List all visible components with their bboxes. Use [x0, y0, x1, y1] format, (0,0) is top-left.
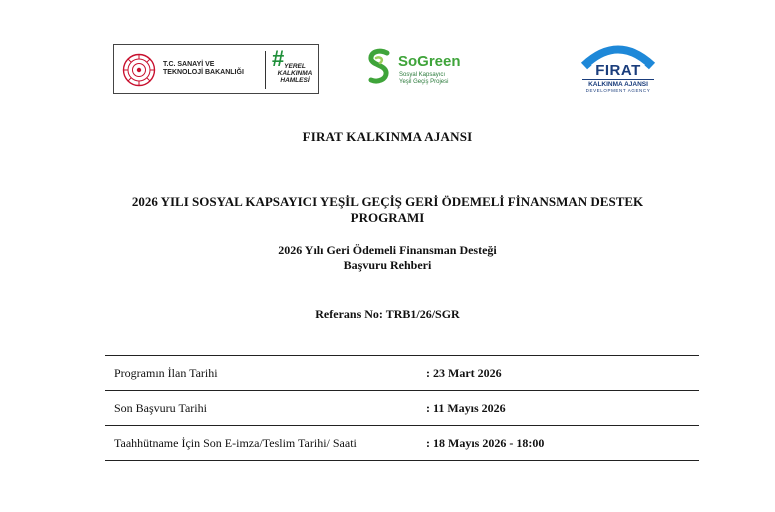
- document-subtitle: [0, 243, 775, 273]
- date-value: : 23 Mart 2026: [426, 356, 699, 391]
- date-label: Taahhütname İçin Son E-imza/Teslim Tarihi/ Saati: [105, 426, 426, 461]
- sogreen-title: SoGreen: [398, 53, 461, 70]
- firat-name: FIRAT: [595, 62, 641, 79]
- sogreen-subtitle: Sosyal Kapsayıcı Yeşil Geçiş Projesi: [399, 72, 449, 85]
- program-title-line2: PROGRAMI: [350, 210, 425, 225]
- subtitle-line2: Başvuru Rehberi: [343, 258, 432, 272]
- ministry-name: T.C. SANAYİ VE TEKNOLOJİ BAKANLIĞI: [163, 61, 244, 76]
- date-label: Son Başvuru Tarihi: [105, 391, 426, 426]
- date-value: : 11 Mayıs 2026: [426, 391, 699, 426]
- table-row: [105, 391, 699, 426]
- firat-logo: [578, 42, 658, 98]
- date-value: : 18 Mayıs 2026 - 18:00: [426, 426, 699, 461]
- program-title: [0, 194, 775, 226]
- dates-table: [105, 355, 699, 461]
- ministry-seal-icon: [122, 53, 156, 87]
- reference-number: Referans No: TRB1/26/SGR: [315, 307, 460, 321]
- sogreen-logo: [365, 46, 485, 90]
- ministry-logo: [113, 44, 319, 94]
- firat-subtitle: KALKINMA AJANSI: [582, 79, 654, 88]
- agency-title: FIRAT KALKINMA AJANSI: [302, 129, 473, 144]
- logo-divider: [265, 51, 266, 89]
- subtitle-line1: 2026 Yılı Geri Ödemeli Finansman Desteği: [278, 243, 497, 257]
- campaign-name: YEREL KALKINMA HAMLESİ: [277, 63, 313, 84]
- date-label: Programın İlan Tarihi: [105, 356, 426, 391]
- sogreen-s-icon: [365, 48, 395, 88]
- campaign-hash-mark: #: [272, 46, 285, 71]
- table-row: [105, 426, 699, 461]
- firat-subtitle-en: DEVELOPMENT AGENCY: [585, 88, 651, 93]
- table-row: [105, 356, 699, 391]
- header-logos: [0, 42, 775, 102]
- program-title-line1: 2026 YILI SOSYAL KAPSAYICI YEŞİL GEÇİŞ GERİ ÖDEMELİ FİNANSMAN DESTEK: [131, 194, 644, 209]
